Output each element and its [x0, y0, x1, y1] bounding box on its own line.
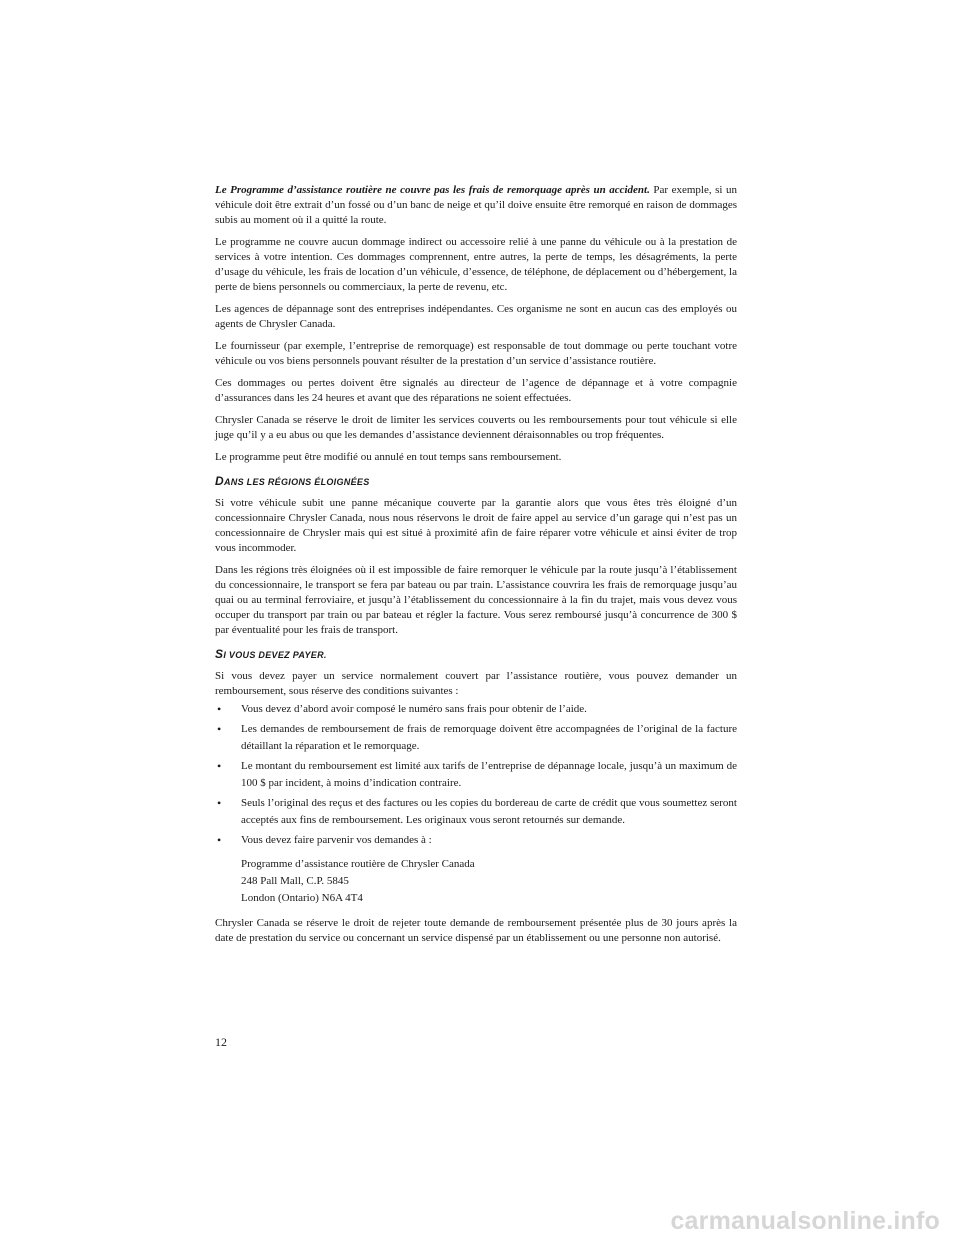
list-item-text: Vous devez d’abord avoir composé le numéro sans frais pour obtenir de l’aide.	[241, 703, 587, 715]
intro-lead-rest: Par exemple, si un véhicule doit être extrait d’un fossé ou d’un banc de neige et qu’il doive ensuite être remorqué en raison de dommages subis au moment où il a quitté la route.	[215, 184, 737, 226]
closing-paragraph: Chrysler Canada se réserve le droit de rejeter toute demande de remboursement présentée plus de 30 jours après la date de prestation du service ou concernant un service dispensé par un établissement ou une personne non autorisé.	[215, 917, 737, 944]
section-heading-if-you-pay	[215, 647, 737, 663]
heading-rest: ANS LES RÉGIONS ÉLOIGNÉES	[223, 477, 370, 487]
bullet-icon: •	[217, 759, 222, 773]
bullet-icon: •	[217, 702, 222, 716]
list-item	[215, 701, 737, 718]
bullet-icon: •	[217, 796, 222, 810]
address-line: Programme d’assistance routière de Chrysler Canada	[241, 858, 475, 870]
section-heading-remote-regions	[215, 474, 737, 490]
list-item-text: Seuls l’original des reçus et des factures ou les copies du bordereau de carte de crédit que vous soumettez seront acceptés aux fins de remboursement. Les originaux vous seront retournés sur demande.	[241, 797, 737, 826]
watermark: carmanualsonline.info	[670, 1207, 940, 1235]
address-line: London (Ontario) N6A 4T4	[241, 892, 363, 904]
paragraph: Les agences de dépannage sont des entreprises indépendantes. Ces organisme ne sont en aucun cas des employés ou agents de Chrysler Canada.	[215, 303, 737, 330]
list-item-text: Les demandes de remboursement de frais de remorquage doivent être accompagnées de l’original de la facture détaillant la réparation et le remorquage.	[241, 723, 737, 752]
document-body	[215, 183, 737, 953]
list-item	[215, 795, 737, 829]
paragraph: Le fournisseur (par exemple, l’entreprise de remorquage) est responsable de tout dommage ou perte touchant votre véhicule ou vos biens personnels pouvant résulter de la prestation d’un service d’assistance routière.	[215, 340, 737, 367]
paragraph: Si votre véhicule subit une panne mécanique couverte par la garantie alors que vous êtes très éloigné d’un concessionnaire Chrysler Canada, nous nous réservons le droit de faire appel au service d’un garage qui n’est pas un concessionnaire de Chrysler mais qui est situé à proximité afin de faire réparer votre véhicule et ainsi éviter de trop vous incommoder.	[215, 497, 737, 554]
list-item	[215, 721, 737, 755]
heading-initial: D	[215, 474, 224, 488]
bullet-icon: •	[217, 722, 222, 736]
page-number: 12	[215, 1035, 227, 1049]
address-line: 248 Pall Mall, C.P. 5845	[241, 875, 349, 887]
list-item	[215, 758, 737, 792]
paragraph: Chrysler Canada se réserve le droit de limiter les services couverts ou les remboursements pour tout véhicule si elle juge qu’il y a eu abus ou que les demandes d’assistance deviennent déraisonnables ou trop fréquentes.	[215, 414, 737, 441]
paragraph: Ces dommages ou pertes doivent être signalés au directeur de l’agence de dépannage et à votre compagnie d’assurances dans les 24 heures et avant que des réparations ne soient effectuées.	[215, 377, 737, 404]
paragraph: Le programme peut être modifié ou annulé en tout temps sans remboursement.	[215, 451, 562, 463]
heading-rest: I VOUS DEVEZ PAYER.	[223, 650, 327, 660]
mailing-address	[215, 856, 737, 907]
heading-initial: S	[215, 647, 224, 661]
list-item-text: Le montant du remboursement est limité aux tarifs de l’entreprise de dépannage locale, jusqu’à un maximum de 100 $ par incident, à moins d’indication contraire.	[241, 760, 737, 789]
paragraph: Si vous devez payer un service normalement couvert par l’assistance routière, vous pouvez demander un remboursement, sous réserve des conditions suivantes :	[215, 670, 737, 697]
list-item-text: Vous devez faire parvenir vos demandes à :	[241, 834, 432, 846]
intro-paragraph	[215, 183, 737, 228]
bullet-icon: •	[217, 833, 222, 847]
paragraph: Le programme ne couvre aucun dommage indirect ou accessoire relié à une panne du véhicule ou à la prestation de services à votre intention. Ces dommages comprennent, entre autres, la perte de temps, les désagréments, la perte d’usage du véhicule, les frais de location d’un véhicule, d’essence, de téléphone, de déplacement ou d’hébergement, la perte de biens personnels ou commerciaux, la perte de revenu, etc.	[215, 236, 737, 293]
intro-italic-lead: Le Programme d’assistance routière ne couvre pas les frais de remorquage après un accident.	[215, 184, 650, 196]
list-item	[215, 832, 737, 849]
paragraph: Dans les régions très éloignées où il est impossible de faire remorquer le véhicule par la route jusqu’à l’établissement du concessionnaire, le transport se fera par bateau ou par train. L’assistance couvrira les frais de remorquage jusqu’au quai ou au terminal ferroviaire, et jusqu’à l’établissement du concessionnaire à la fin du trajet, mais vous devez vous occuper du transport par train ou par bateau et régler la facture. Vous serez remboursé jusqu’à concurrence de 300 $ par éventualité pour les frais de transport.	[215, 564, 737, 636]
conditions-list	[215, 701, 737, 849]
